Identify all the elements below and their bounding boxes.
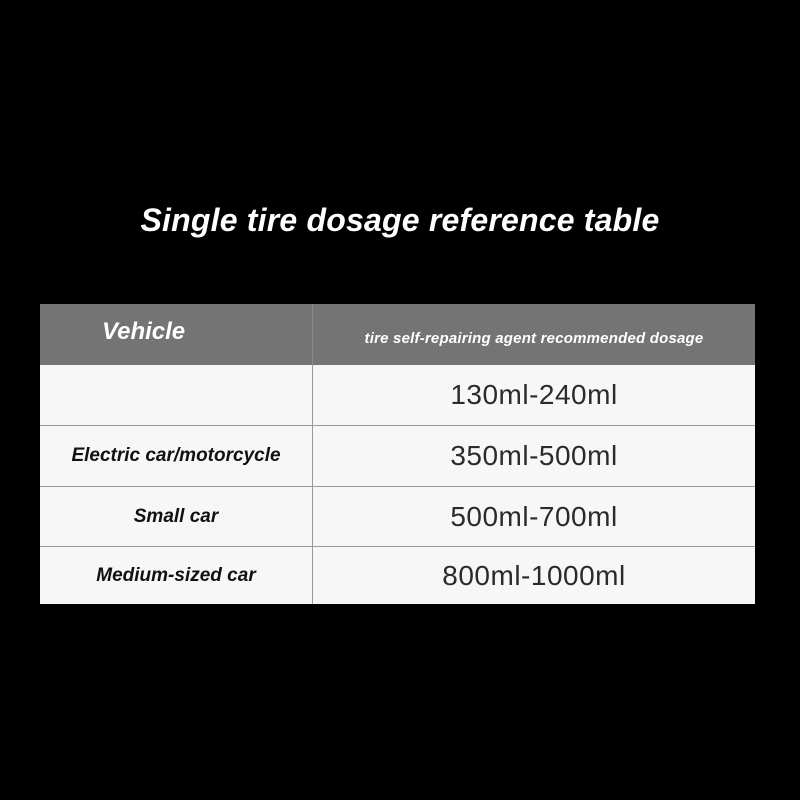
- vehicle-label: Electric car/motorcycle: [71, 445, 281, 466]
- vehicle-cell: [40, 426, 313, 486]
- table-row: [40, 365, 755, 426]
- table-row: [40, 487, 755, 547]
- dosage-cell: [313, 365, 755, 425]
- vehicle-label: Medium-sized car: [96, 564, 256, 586]
- header-cell-vehicle: [40, 304, 313, 365]
- dosage-cell: [313, 426, 755, 486]
- dosage-value: 800ml-1000ml: [442, 559, 626, 591]
- dosage-cell: [313, 487, 755, 546]
- vehicle-cell: [40, 547, 313, 604]
- header-vehicle-label: Vehicle: [102, 318, 186, 345]
- vehicle-cell: [40, 487, 313, 546]
- page-title: Single tire dosage reference table: [140, 202, 660, 238]
- table-header-row: [40, 304, 755, 365]
- table-row: [40, 426, 755, 487]
- table-row: [40, 547, 755, 604]
- dosage-value: 350ml-500ml: [450, 440, 618, 471]
- dosage-value: 130ml-240ml: [450, 379, 618, 410]
- dosage-value: 500ml-700ml: [450, 500, 618, 532]
- vehicle-cell: [40, 365, 313, 425]
- dosage-table: [40, 304, 755, 604]
- header-dosage-label: tire self-repairing agent recommended dosage: [364, 330, 704, 347]
- dosage-cell: [313, 547, 755, 604]
- vehicle-label: Small car: [133, 505, 219, 527]
- header-cell-dosage: [313, 304, 755, 365]
